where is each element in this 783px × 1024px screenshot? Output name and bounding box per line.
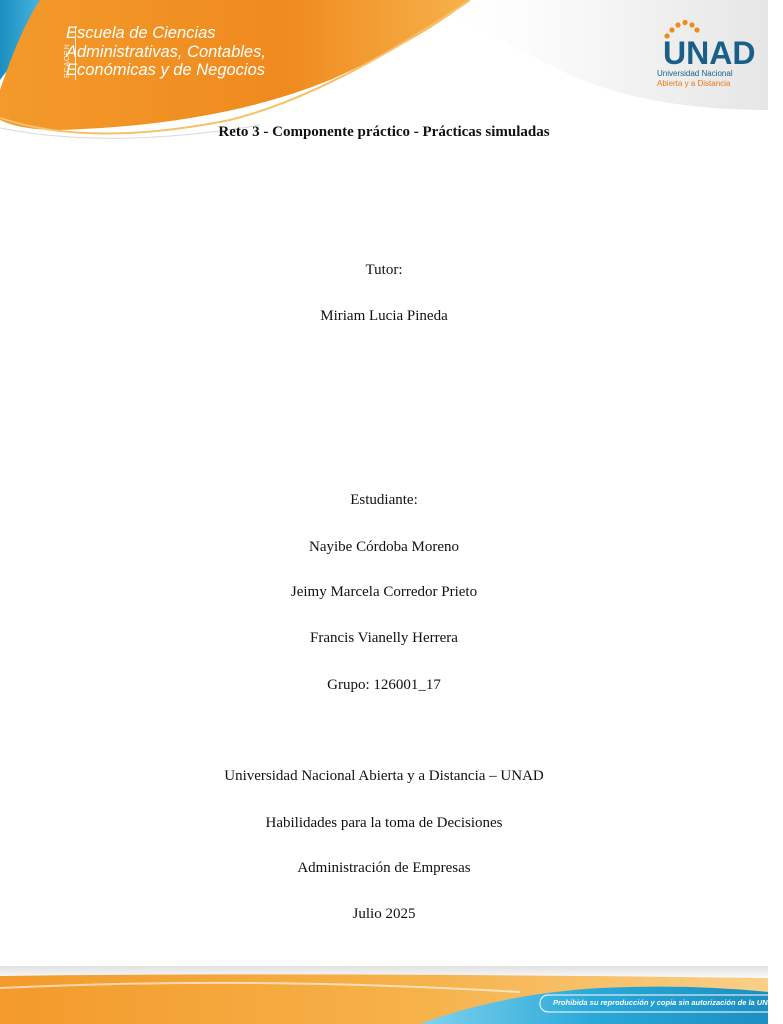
footer-banner (0, 966, 768, 1024)
logo-subtitle-line-1: Universidad Nacional (657, 69, 733, 78)
document-title: Reto 3 - Componente práctico - Prácticas simuladas (218, 124, 550, 140)
student-label: Estudiante: (350, 492, 418, 508)
student-name: Francis Vianelly Herrera (310, 630, 458, 646)
ecacen-tag: ECACEN (62, 43, 71, 78)
footer-notice: Prohibida su reproducción y copia sin autorización de la UNAD (553, 998, 779, 1007)
school-name-line-2: Administrativas, Contables, (66, 42, 266, 61)
logo-subtitle (657, 69, 747, 89)
program-name: Administración de Empresas (297, 860, 471, 876)
course-name: Habilidades para la toma de Decisiones (265, 815, 503, 831)
logo-text: UNAD (663, 35, 756, 71)
school-name-line-1: Escuela de Ciencias (66, 24, 216, 42)
tutor-label: Tutor: (365, 262, 403, 278)
tutor-name: Miriam Lucia Pineda (320, 308, 448, 324)
document-date: Julio 2025 (352, 906, 416, 922)
student-name: Nayibe Córdoba Moreno (309, 539, 459, 555)
student-name: Jeimy Marcela Corredor Prieto (290, 584, 478, 600)
school-name-line-3: Económicas y de Negocios (66, 61, 266, 79)
logo-subtitle-line-2: Abierta y a Distancia (657, 79, 731, 88)
group-number: Grupo: 126001_17 (327, 677, 441, 693)
school-name (66, 24, 266, 80)
university-name: Universidad Nacional Abierta y a Distancia – UNAD (224, 768, 544, 784)
